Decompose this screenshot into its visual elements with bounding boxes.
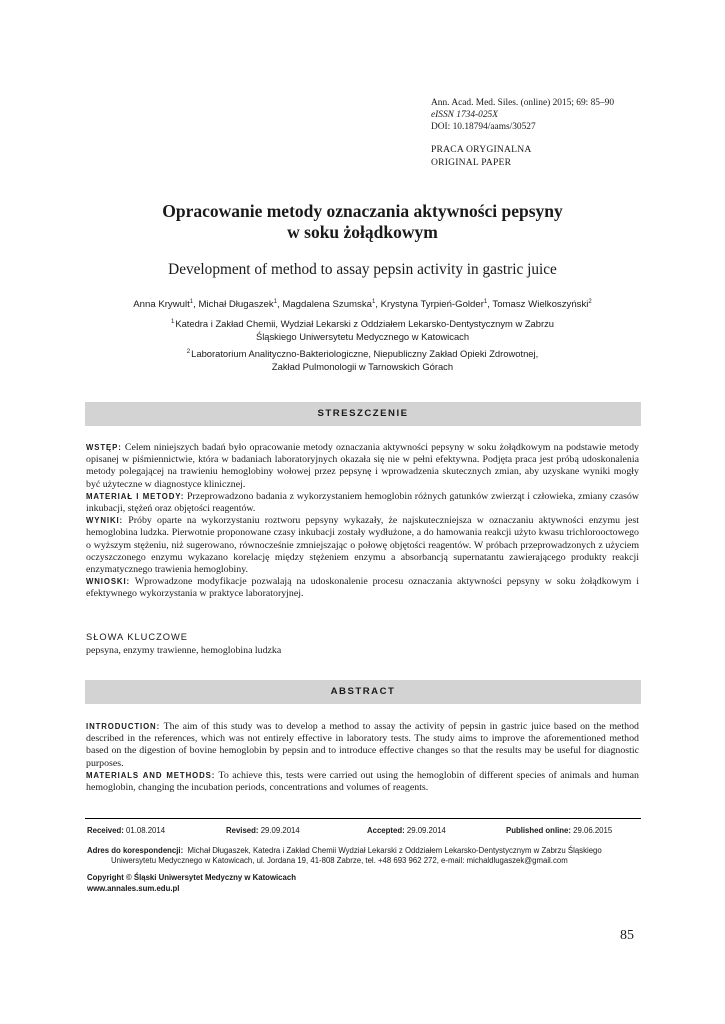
abstract-heading: ABSTRACT <box>85 680 641 704</box>
correspondence-label: Adres do korespondencji: <box>87 846 184 855</box>
journal-info <box>431 97 614 133</box>
copyright-text: Copyright © Śląski Uniwersytet Medyczny w Katowicach <box>87 873 296 882</box>
paper-type-en: ORIGINAL PAPER <box>431 157 512 168</box>
published-date: Published online: 29.06.2015 <box>506 826 613 835</box>
page-number: 85 <box>620 928 634 943</box>
streszczenie-section: WNIOSKI: Wprowadzone modyfikacje pozwalają na udoskonalenie procesu oznaczania aktywności pepsyny w soku żołądkowym i efektywnego wykorzystania w praktyce laboratoryjnej. <box>86 576 639 600</box>
journal-doi[interactable]: DOI: 10.18794/aams/30527 <box>431 122 536 132</box>
authors <box>0 296 725 311</box>
affiliation-1: $^1$Katedra i Zakład Chemii, Wydział Lekarski z Oddziałem Lekarsko-Dentystycznym w Zabrzu Śląskiego Uniwersytetu Medycznego w Katowicach <box>170 318 555 342</box>
author: Michał Długaszek$^1$, <box>198 299 283 310</box>
copyright <box>87 873 296 894</box>
correspondence: Adres do korespondencji: Michał Długaszek, Katedra i Zakład Chemii Wydział Lekarski z Oddziałem Lekarsko-Dentystycznym w Zabrzu Śląskiego Uniwersytetu Medycznego w Katowicach, ul. Jordana 19, 41-808 Zabrze, tel. +48 693 962 272, e-mail: michaldlugaszek@gmail.com <box>87 846 602 866</box>
journal-eissn: eISSN 1734-025X <box>431 110 498 120</box>
keywords-label: SŁOWA KLUCZOWE <box>86 632 188 642</box>
title-pl-line1: Opracowanie metody oznaczania aktywności pepsyny <box>162 201 563 221</box>
abstract-section: INTRODUCTION: The aim of this study was to develop a method to assay the activity of pepsin in gastric juice based on the method described in the references, which was not entirely effective in laboratory tests. The study aims to improve the aforementioned method based on the digestion of bovine hemoglobin by pepsin and to introduce effective changes so that the results may be useful for diagnostic purposes. <box>86 721 639 769</box>
abstract-section: MATERIALS AND METHODS: To achieve this, tests were carried out using the hemoglobin of different species of animals and human hemoglobin, changing the incubation periods, concentrations and volumes of reagents. <box>86 769 639 794</box>
abstract-body <box>86 721 639 794</box>
accepted-date: Accepted: 29.09.2014 <box>367 826 446 835</box>
streszczenie-section: WSTĘP: Celem niniejszych badań było opracowanie metody oznaczania aktywności pepsyny w soku żołądkowym na podstawie metody opisanej w piśmiennictwie, która w badaniach laboratoryjnych okazała się nie w pełni efektywna. Podjęta praca jest próbą udoskonalenia metody polegającej na trawieniu hemoglobiny wołowej przez pepsynę i wprowadzenia skutecznych zmian, aby uzyskane wyniki mogły być użyteczne w diagnostyce klinicznej. <box>86 442 639 490</box>
journal-citation: Ann. Acad. Med. Siles. (online) 2015; 69: 85–90 <box>431 98 615 108</box>
affiliation-2: $^2$Laboratorium Analityczno-Bakteriologiczne, Niepubliczny Zakład Opieki Zdrowotnej, Zakład Pulmonologii w Tarnowskich Górach <box>186 348 539 372</box>
streszczenie-body <box>86 442 639 601</box>
received-date: Received: 01.08.2014 <box>87 826 166 835</box>
author: Krystyna Tyrpień-Golder$^1$, <box>380 299 493 310</box>
divider <box>85 818 641 819</box>
title-en: Development of method to assay pepsin activity in gastric juice <box>168 261 557 278</box>
title-pl <box>0 201 725 243</box>
website-link[interactable]: www.annales.sum.edu.pl <box>87 883 180 893</box>
author: Magdalena Szumska$^1$, <box>282 299 381 310</box>
keywords-text: pepsyna, enzymy trawienne, hemoglobina ludzka <box>86 645 282 656</box>
streszczenie-section: MATERIAŁ I METODY: Przeprowadzono badania z wykorzystaniem hemoglobin różnych gatunków zwierząt i człowieka, zmiany czasów inkubacji, stężeń oraz objętości reagentów. <box>86 490 639 515</box>
paper-type-pl: PRACA ORYGINALNA <box>431 144 532 155</box>
revised-date: Revised: 29.09.2014 <box>226 826 300 835</box>
author: Tomasz Wielkoszyński$^2$ <box>492 299 592 310</box>
streszczenie-heading: STRESZCZENIE <box>85 402 641 426</box>
streszczenie-section: WYNIKI: Próby oparte na wykorzystaniu roztworu pepsyny wykazały, że najskuteczniejsza w oznaczaniu aktywności enzymu jest hemoglobina ludzka. Pierwotnie proponowane czasy inkubacji zostały wydłużone, a do hamowania reakcji użyto kwasu trichlorooctowego o wyższym stężeniu, niż sugerowano, równocześnie zmniejszając o połowę objętości reagentów. W próbach przeprowadzonych z użyciem oczyszczonego enzymu wykazano korelację między stężeniem enzymu a absorbancją supernatantu zawierającego produkty reakcji enzymatycznego trawienia hemoglobiny. <box>86 515 639 576</box>
paper-type <box>431 143 531 169</box>
title-pl-line2: w soku żołądkowym <box>287 222 438 242</box>
author: Anna Krywult$^1$, <box>133 299 199 310</box>
